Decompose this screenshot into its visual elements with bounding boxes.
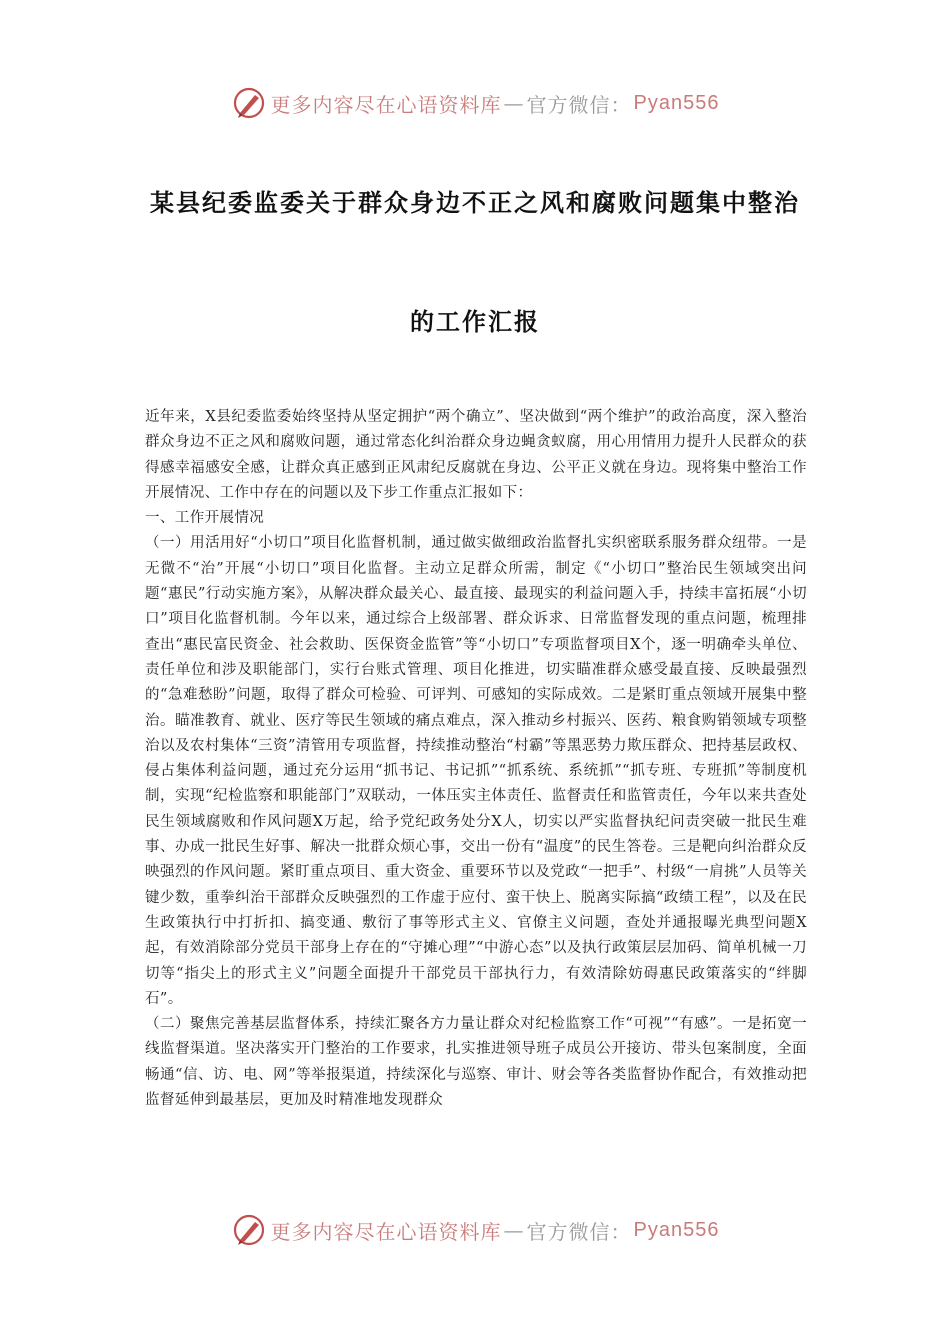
pen-logo-icon bbox=[231, 1212, 267, 1248]
watermark-dash: — bbox=[503, 1218, 525, 1242]
watermark-prefix: 更多内容尽在心语资料库 bbox=[270, 1219, 502, 1244]
watermark-prefix: 更多内容尽在心语资料库 bbox=[270, 92, 502, 117]
section-heading: 一、工作开展情况 bbox=[145, 510, 265, 527]
watermark-wechat-id: Pyan556 bbox=[633, 91, 720, 114]
paragraph-section-2: （二）聚焦完善基层监督体系，持续汇聚各方力量让群众对纪检监察工作“可视”“有感”。一是拓宽一线监督渠道。坚决落实开门整治的工作要求，扎实推进领导班子成员公开接访、带头包案制度，全面畅通“信、访、电、网”等举报渠道，持续深化与巡察、审计、财会等各类监督协作配合，有效推动把监督延伸到最基层，更加及时精准地发现群众 bbox=[145, 1016, 807, 1109]
watermark-wechat-label: 官方微信： bbox=[526, 1219, 632, 1244]
paragraph-intro: 近年来，X县纪委监委始终坚持从坚定拥护“两个确立”、坚决做到“两个维护”的政治高度，深入整治群众身边不正之风和腐败问题，通过常态化纠治群众身边蝇贪蚁腐，用心用情用力提升人民群众的获得感幸福感安全感，让群众真正感到正风肃纪反腐就在身边、公平正义就在身边。现将集中整治工作开展情况、工作中存在的问题以及下步工作重点汇报如下： bbox=[145, 409, 807, 501]
document-title-line-1: 某县纪委监委关于群众身边不正之风和腐败问题集中整治 bbox=[150, 188, 800, 217]
document-body bbox=[145, 405, 807, 1113]
document-title-line-2: 的工作汇报 bbox=[410, 307, 540, 336]
watermark-header bbox=[0, 83, 950, 123]
pen-logo-icon bbox=[231, 85, 267, 121]
paragraph-section-1: （一）用活用好“小切口”项目化监督机制，通过做实做细政治监督扎实织密联系服务群众纽带。一是无微不“治”开展“小切口”项目化监督。主动立足群众所需，制定《“小切口”整治民生领域突出问题“惠民”行动实施方案》，从解决群众最关心、最直接、最现实的利益问题入手，持续丰富拓展“小切口”项目化监督机制。今年以来，通过综合上级部署、群众诉求、日常监督发现的重点问题，梳理排查出“惠民富民资金、社会救助、医保资金监管”等“小切口”专项监督项目X个，逐一明确牵头单位、责任单位和涉及职能部门，实行台账式管理、项目化推进，切实瞄准群众感受最直接、反映最强烈的“急难愁盼”问题，取得了群众可检验、可评判、可感知的实际成效。二是紧盯重点领域开展集中整治。瞄准教育、就业、医疗等民生领域的痛点难点，深入推动乡村振兴、医药、粮食购销领域专项整治以及农村集体“三资”清管用专项监督，持续推动整治“村霸”等黑恶势力欺压群众、把持基层政权、侵占集体利益问题，通过充分运用“抓书记、书记抓”“抓系统、系统抓”“抓专班、专班抓”等制度机制，实现“纪检监察和职能部门”双联动，一体压实主体责任、监督责任和监管责任，今年以来共查处民生领域腐败和作风问题X万起，给予党纪政务处分X人，切实以严实监督执纪问责突破一批民生难事、办成一批民生好事、解决一批群众烦心事，交出一份有“温度”的民生答卷。三是靶向纠治群众反映强烈的作风问题。紧盯重点项目、重大资金、重要环节以及党政“一把手”、村级“一肩挑”人员等关键少数，重拳纠治干部群众反映强烈的工作虚于应付、蛮干快上、脱离实际搞“政绩工程”，以及在民生政策执行中打折扣、搞变通、敷衍了事等形式主义、官僚主义问题，查处并通报曝光典型问题X起，有效消除部分党员干部身上存在的“守摊心理”“中游心态”以及执行政策层层加码、简单机械一刀切等“指尖上的形式主义”问题全面提升干部党员干部执行力，有效清除妨碍惠民政策落实的“绊脚石”。 bbox=[145, 535, 807, 1007]
watermark-dash: — bbox=[503, 91, 525, 115]
watermark-wechat-id: Pyan556 bbox=[633, 1218, 720, 1241]
watermark-wechat-label: 官方微信： bbox=[526, 92, 632, 117]
watermark-footer bbox=[0, 1210, 950, 1250]
